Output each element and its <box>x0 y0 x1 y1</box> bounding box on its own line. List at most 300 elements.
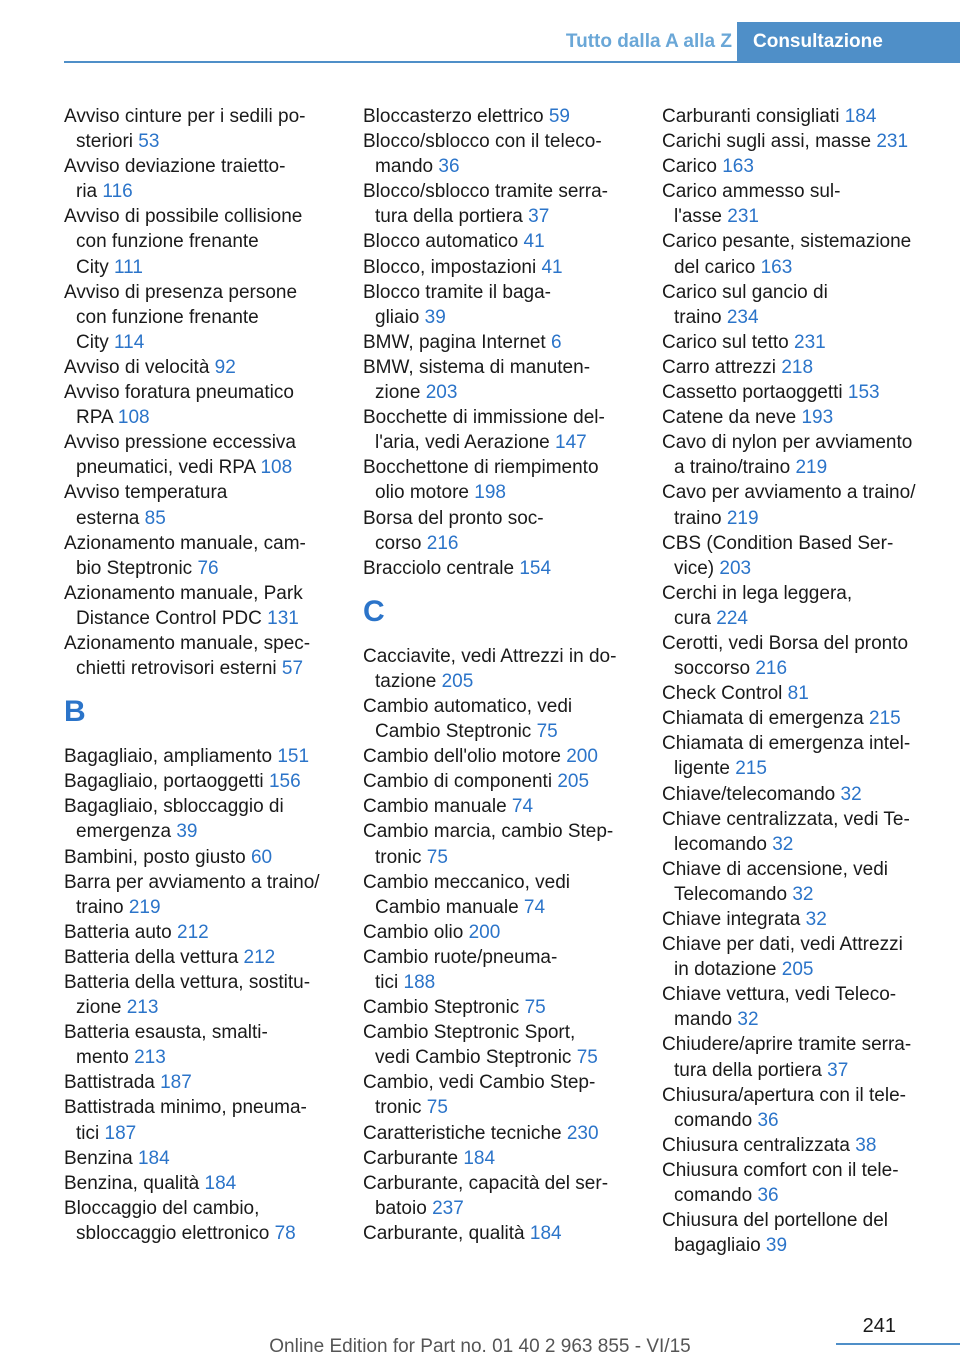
page-link[interactable]: 163 <box>760 256 793 278</box>
entry-continuation: steriori <box>76 131 134 153</box>
entry-term: Cavo di nylon per avviamento <box>662 432 913 454</box>
page-link[interactable]: 37 <box>827 1059 849 1081</box>
entry-term: Batteria della vettura <box>64 946 239 968</box>
index-entry <box>64 631 334 681</box>
index-entry <box>662 1208 932 1258</box>
index-entry <box>363 769 633 794</box>
entry-continuation: esterna <box>76 507 140 529</box>
page-link[interactable]: 108 <box>260 457 293 479</box>
page-link[interactable]: 219 <box>128 896 161 918</box>
entry-term: Cacciavite, vedi Attrezzi in do- <box>363 645 617 667</box>
entry-continuation: ria <box>76 181 98 203</box>
page-link[interactable]: 215 <box>735 758 767 780</box>
index-entry <box>662 982 932 1032</box>
index-entry <box>363 506 633 556</box>
index-entry <box>662 631 932 681</box>
entry-term: Benzina <box>64 1147 133 1169</box>
page-link[interactable]: 156 <box>268 771 301 793</box>
page-link[interactable]: 108 <box>117 407 150 429</box>
entry-term: Avviso di possibile collisione <box>64 206 303 228</box>
entry-term: Avviso cinture per i sedili po- <box>64 106 306 127</box>
entry-continuation: con funzione frenante <box>76 231 259 253</box>
entry-term: Carro attrezzi <box>662 356 777 378</box>
entry-continuation: soccorso <box>674 658 751 680</box>
entry-term: Cambio, vedi Cambio Step- <box>363 1072 596 1094</box>
page-link[interactable]: 184 <box>844 106 877 127</box>
page-link[interactable]: 32 <box>840 783 862 805</box>
page-link[interactable]: 231 <box>794 331 826 353</box>
index-entry <box>662 330 932 355</box>
entry-term: Bagagliaio, portaoggetti <box>64 771 264 793</box>
entry-continuation: tici <box>375 972 399 993</box>
entry-term: Batteria esausta, smalti- <box>64 1022 268 1044</box>
entry-continuation: tura della portiera <box>375 206 523 228</box>
page-link[interactable]: 147 <box>555 432 587 454</box>
entry-term: Cassetto portaoggetti <box>662 382 843 404</box>
page-link[interactable]: 237 <box>432 1197 464 1219</box>
index-entry <box>363 1070 633 1120</box>
entry-term: Bocchette di immissione del- <box>363 407 605 429</box>
entry-term: Avviso foratura pneumatico <box>64 382 294 404</box>
entry-term: Azionamento manuale, Park <box>64 582 303 604</box>
index-entry <box>662 681 932 706</box>
page-link[interactable]: 212 <box>177 921 209 943</box>
entry-continuation: comando <box>674 1109 753 1131</box>
entry-term: Chiave per dati, vedi Attrezzi <box>662 934 903 956</box>
page-link[interactable]: 187 <box>160 1072 192 1094</box>
page-link[interactable]: 76 <box>197 557 219 579</box>
entry-continuation: mando <box>674 1009 733 1031</box>
index-entry <box>662 154 932 179</box>
entry-term: Cerotti, vedi Borsa del pronto <box>662 632 909 654</box>
index-entry <box>64 1171 334 1196</box>
index-entry <box>363 995 633 1020</box>
entry-term: Carico sul gancio di <box>662 281 828 303</box>
index-entry <box>363 455 633 505</box>
page-link[interactable]: 216 <box>426 532 459 554</box>
index-entry <box>363 945 633 995</box>
page-link[interactable]: 32 <box>737 1009 759 1031</box>
index-entry <box>64 845 334 870</box>
page-link[interactable]: 78 <box>274 1222 296 1244</box>
page-link[interactable]: 32 <box>792 883 814 905</box>
index-entry <box>662 1032 932 1082</box>
index-entry <box>363 179 633 229</box>
index-entry <box>662 731 932 781</box>
index-entry <box>363 280 633 330</box>
index-entry <box>64 531 334 581</box>
entry-term: Chiamata di emergenza intel- <box>662 733 911 755</box>
index-entry <box>662 480 932 530</box>
page-link[interactable]: 205 <box>557 771 590 793</box>
entry-term: Chiusura/apertura con il tele- <box>662 1084 906 1106</box>
page-link[interactable]: 74 <box>511 796 534 818</box>
entry-continuation: RPA <box>76 407 113 429</box>
entry-continuation: batoio <box>375 1197 427 1219</box>
entry-term: Carburante, capacità del ser- <box>363 1172 609 1194</box>
page-link[interactable]: 131 <box>267 607 299 629</box>
index-entry <box>64 945 334 970</box>
entry-continuation: con funzione frenante <box>76 306 259 328</box>
entry-continuation: mento <box>76 1047 129 1069</box>
index-entry <box>662 1083 932 1133</box>
entry-term: Bloccasterzo elettrico <box>363 106 544 127</box>
index-entry <box>363 104 633 129</box>
page-link[interactable]: 74 <box>523 896 546 918</box>
entry-term: Avviso deviazione traietto- <box>64 156 286 178</box>
entry-term: Batteria auto <box>64 921 172 943</box>
page-link[interactable]: 198 <box>474 482 506 504</box>
entry-term: Battistrada minimo, pneuma- <box>64 1097 307 1119</box>
entry-term: Chiusura comfort con il tele- <box>662 1159 899 1181</box>
index-entry <box>363 355 633 405</box>
entry-term: Bracciolo centrale <box>363 557 515 579</box>
page-link[interactable]: 213 <box>126 997 159 1019</box>
entry-continuation: bio Steptronic <box>76 557 193 579</box>
entry-continuation: gliaio <box>375 306 420 328</box>
page-link[interactable]: 38 <box>855 1134 877 1156</box>
entry-continuation: chietti retrovisori esterni <box>76 658 277 680</box>
page-link[interactable]: 203 <box>425 382 458 404</box>
index-entry <box>363 330 633 355</box>
entry-continuation: l'asse <box>674 206 722 228</box>
header-rule <box>64 61 960 63</box>
page-link[interactable]: 59 <box>548 106 570 127</box>
index-entry <box>662 229 932 279</box>
entry-continuation: traino <box>674 507 722 529</box>
entry-term: Bloccaggio del cambio, <box>64 1197 260 1219</box>
page-link[interactable]: 187 <box>104 1122 137 1144</box>
footer-edition: Online Edition for Part no. 01 40 2 963 855 - VI/15 <box>269 1336 691 1357</box>
index-entry <box>662 280 932 330</box>
index-entry <box>363 644 633 694</box>
index-letter-heading: C <box>363 594 385 628</box>
entry-term: Blocco tramite il baga- <box>363 281 551 303</box>
entry-term: Cambio automatico, vedi <box>363 695 573 717</box>
index-entry <box>662 380 932 405</box>
entry-continuation: cura <box>674 607 711 629</box>
entry-term: Avviso di presenza persone <box>64 281 298 303</box>
page-link[interactable]: 75 <box>536 721 558 743</box>
entry-continuation: zione <box>375 382 421 404</box>
entry-term: BMW, pagina Internet <box>363 331 546 353</box>
entry-term: Chiusura centralizzata <box>662 1134 850 1156</box>
index-letter-heading: B <box>64 695 86 729</box>
entry-term: Cambio marcia, cambio Step- <box>363 821 614 843</box>
entry-continuation: a traino/traino <box>674 457 791 479</box>
page-link[interactable]: 163 <box>722 156 754 178</box>
index-entry <box>363 255 633 280</box>
entry-term: Chiave integrata <box>662 909 801 930</box>
entry-term: Cambio Steptronic Sport, <box>363 1022 576 1044</box>
entry-term: Caratteristiche tecniche <box>363 1122 562 1144</box>
entry-continuation: City <box>76 256 109 278</box>
entry-term: Carico sul tetto <box>662 331 789 353</box>
page-link[interactable]: 205 <box>441 670 474 692</box>
entry-term: Battistrada <box>64 1072 155 1094</box>
entry-continuation: traino <box>674 306 722 328</box>
entry-term: Cambio olio <box>363 921 464 943</box>
index-entry <box>64 430 334 480</box>
entry-continuation: tici <box>76 1122 100 1144</box>
entry-continuation: comando <box>674 1185 753 1207</box>
index-entry <box>363 1121 633 1146</box>
index-entry <box>363 1171 633 1221</box>
entry-term: Azionamento manuale, cam- <box>64 532 306 554</box>
index-entry <box>64 154 334 204</box>
index-entry <box>64 581 334 631</box>
entry-continuation: tura della portiera <box>674 1059 822 1081</box>
index-entry <box>363 819 633 869</box>
index-entry <box>64 970 334 1020</box>
index-entry <box>363 129 633 179</box>
index-entry <box>662 1133 932 1158</box>
page-link[interactable]: 116 <box>102 181 133 203</box>
page-number: 241 <box>862 1315 896 1337</box>
index-entry <box>64 1070 334 1095</box>
entry-term: Carico pesante, sistemazione <box>662 231 912 253</box>
entry-term: Blocco/sblocco tramite serra- <box>363 181 608 203</box>
entry-term: Azionamento manuale, spec- <box>64 632 311 654</box>
index-entry <box>363 405 633 455</box>
entry-term: Cambio meccanico, vedi <box>363 871 570 893</box>
index-entry <box>662 129 932 154</box>
entry-continuation: traino <box>76 896 124 918</box>
page-link[interactable]: 193 <box>801 407 834 429</box>
index-entry <box>662 179 932 229</box>
page-link[interactable]: 6 <box>551 331 562 353</box>
page-link[interactable]: 111 <box>114 256 143 278</box>
entry-continuation: City <box>76 331 109 353</box>
page-link[interactable]: 39 <box>765 1235 788 1257</box>
page-link[interactable]: 200 <box>468 921 501 943</box>
entry-term: Cambio ruote/pneuma- <box>363 946 558 968</box>
entry-term: Chiave vettura, vedi Teleco- <box>662 984 897 1006</box>
page-link[interactable]: 212 <box>243 946 276 968</box>
page-link[interactable]: 184 <box>137 1147 170 1169</box>
page-link[interactable]: 81 <box>787 683 809 705</box>
index-entry <box>363 794 633 819</box>
entry-continuation: Distance Control PDC <box>76 607 262 629</box>
index-entry <box>363 229 633 254</box>
index-entry <box>662 807 932 857</box>
page-link[interactable]: 184 <box>529 1222 562 1244</box>
index-entry <box>662 430 932 480</box>
entry-term: Bocchettone di riempimento <box>363 457 599 479</box>
entry-continuation: del carico <box>674 256 756 278</box>
entry-term: Avviso pressione eccessiva <box>64 432 296 454</box>
page-link[interactable]: 216 <box>755 658 788 680</box>
page-link[interactable]: 53 <box>138 131 160 153</box>
entry-term: Bambini, posto giusto <box>64 846 246 868</box>
entry-term: Cambio manuale <box>363 796 507 818</box>
entry-continuation: Telecomando <box>674 883 788 905</box>
entry-continuation: Cambio manuale <box>375 896 519 918</box>
entry-term: Cavo per avviamento a traino/ <box>662 482 916 504</box>
entry-term: Batteria della vettura, sostitu- <box>64 972 311 993</box>
page-link[interactable]: 154 <box>519 557 552 579</box>
entry-continuation: mando <box>375 156 434 178</box>
entry-term: Bagagliaio, ampliamento <box>64 746 273 768</box>
entry-term: CBS (Condition Based Ser- <box>662 532 894 554</box>
page-link[interactable]: 39 <box>176 821 198 843</box>
index-entry <box>363 1221 633 1246</box>
page-link[interactable]: 114 <box>114 331 145 353</box>
entry-term: Avviso di velocità <box>64 356 210 378</box>
entry-continuation: vedi Cambio Steptronic <box>375 1047 572 1069</box>
index-entry <box>64 480 334 530</box>
page-link[interactable]: 36 <box>757 1185 779 1207</box>
index-entry <box>64 1146 334 1171</box>
index-entry <box>662 104 932 129</box>
entry-continuation: pneumatici, vedi RPA <box>76 457 256 479</box>
page-link[interactable]: 37 <box>528 206 550 228</box>
page-link[interactable]: 36 <box>757 1109 779 1131</box>
index-entry <box>64 1095 334 1145</box>
page-link[interactable]: 36 <box>438 156 460 178</box>
header-section-label[interactable]: Tutto dalla A alla Z <box>565 31 732 52</box>
entry-term: Carico <box>662 156 717 178</box>
entry-term: Chiave centralizzata, vedi Te- <box>662 808 910 830</box>
index-entry <box>363 556 633 581</box>
entry-term: Chiamata di emergenza <box>662 708 864 730</box>
entry-continuation: Cambio Steptronic <box>375 721 532 743</box>
page-link[interactable]: 219 <box>726 507 759 529</box>
entry-term: Cambio dell'olio motore <box>363 746 561 768</box>
entry-term: Blocco/sblocco con il teleco- <box>363 131 602 153</box>
index-entry <box>662 355 932 380</box>
index-entry <box>662 857 932 907</box>
entry-continuation: emergenza <box>76 821 172 843</box>
index-entry <box>64 280 334 355</box>
page-link[interactable]: 234 <box>726 306 759 328</box>
entry-continuation: in dotazione <box>674 959 777 981</box>
entry-continuation: corso <box>375 532 422 554</box>
index-entry <box>662 405 932 430</box>
entry-term: Check Control <box>662 683 783 705</box>
entry-term: Blocco, impostazioni <box>363 256 537 278</box>
entry-term: Carichi sugli assi, masse <box>662 131 872 153</box>
page-link[interactable]: 151 <box>277 746 310 768</box>
entry-term: Chiusura del portellone del <box>662 1210 889 1232</box>
page-link[interactable]: 215 <box>869 708 901 730</box>
index-entry <box>363 694 633 744</box>
index-entry <box>64 870 334 920</box>
index-entry <box>64 1020 334 1070</box>
entry-continuation: tazione <box>375 670 437 692</box>
page-link[interactable]: 184 <box>463 1147 496 1169</box>
index-entry <box>64 920 334 945</box>
entry-term: Blocco automatico <box>363 231 519 253</box>
page-link[interactable]: 75 <box>576 1047 598 1069</box>
page-link[interactable]: 39 <box>424 306 446 328</box>
page-link[interactable]: 41 <box>523 231 545 253</box>
index-column-1 <box>64 104 334 1246</box>
entry-continuation: olio motore <box>375 482 469 504</box>
index-entry <box>662 581 932 631</box>
index-entry <box>64 355 334 380</box>
page-link[interactable]: 75 <box>426 846 448 868</box>
index-entry <box>662 706 932 731</box>
entry-term: Cambio di componenti <box>363 771 553 793</box>
page-link[interactable]: 60 <box>250 846 273 868</box>
page-link[interactable]: 231 <box>876 131 909 153</box>
index-entry <box>64 794 334 844</box>
page-link[interactable]: 218 <box>781 356 814 378</box>
page-link[interactable]: 213 <box>134 1047 166 1069</box>
page-link[interactable]: 75 <box>524 997 546 1019</box>
index-entry <box>363 1146 633 1171</box>
index-entry <box>64 104 334 154</box>
page-link[interactable]: 32 <box>805 909 827 930</box>
entry-continuation: sbloccaggio elettronico <box>76 1222 270 1244</box>
page-link[interactable]: 230 <box>566 1122 599 1144</box>
index-entry <box>64 204 334 279</box>
index-entry <box>662 782 932 807</box>
page-link[interactable]: 85 <box>144 507 166 529</box>
entry-continuation: l'aria, vedi Aerazione <box>375 432 550 454</box>
page-link[interactable]: 153 <box>847 382 880 404</box>
page-link[interactable]: 184 <box>204 1172 237 1194</box>
entry-term: Barra per avviamento a traino/ <box>64 871 320 893</box>
index-entry <box>363 1020 633 1070</box>
entry-term: Bagagliaio, sbloccaggio di <box>64 796 284 818</box>
entry-term: Carburante <box>363 1147 459 1169</box>
index-entry <box>662 932 932 982</box>
index-entry <box>662 531 932 581</box>
entry-term: Avviso temperatura <box>64 482 228 504</box>
index-column-2 <box>363 104 633 1246</box>
page-link[interactable]: 200 <box>566 746 598 768</box>
page-link[interactable]: 57 <box>281 658 304 680</box>
entry-continuation: tronic <box>375 846 422 868</box>
entry-continuation: bagagliaio <box>674 1235 761 1257</box>
header-active-tab[interactable]: Consultazione <box>737 22 960 61</box>
entry-term: Catene da neve <box>662 407 797 429</box>
index-entry <box>363 870 633 920</box>
entry-term: Cambio Steptronic <box>363 997 520 1019</box>
entry-term: Borsa del pronto soc- <box>363 507 544 529</box>
index-entry <box>363 744 633 769</box>
entry-term: Chiave/telecomando <box>662 783 836 805</box>
page-link[interactable]: 92 <box>214 356 236 378</box>
entry-term: Chiudere/aprire tramite serra- <box>662 1034 912 1056</box>
index-entry <box>64 769 334 794</box>
page-link[interactable]: 41 <box>541 256 563 278</box>
entry-term: Chiave di accensione, vedi <box>662 858 889 880</box>
page-link[interactable]: 75 <box>426 1097 448 1119</box>
page-link[interactable]: 219 <box>795 457 828 479</box>
page-link[interactable]: 231 <box>727 206 759 228</box>
entry-term: Cerchi in lega leggera, <box>662 582 853 604</box>
entry-term: Carburanti consigliati <box>662 106 840 127</box>
entry-term: Carburante, qualità <box>363 1222 525 1244</box>
index-entry <box>363 920 633 945</box>
page-link[interactable]: 224 <box>716 607 748 629</box>
entry-term: Carico ammesso sul- <box>662 181 841 203</box>
index-entry <box>64 1196 334 1246</box>
page-link[interactable]: 188 <box>403 972 436 993</box>
index-column-3 <box>662 104 932 1258</box>
page-link[interactable]: 205 <box>781 959 814 981</box>
entry-continuation: tronic <box>375 1097 422 1119</box>
page-link[interactable]: 32 <box>772 833 794 855</box>
index-entry <box>662 907 932 932</box>
index-entry <box>64 380 334 430</box>
entry-term: Benzina, qualità <box>64 1172 200 1194</box>
page-link[interactable]: 203 <box>719 557 752 579</box>
entry-continuation: ligente <box>674 758 730 780</box>
